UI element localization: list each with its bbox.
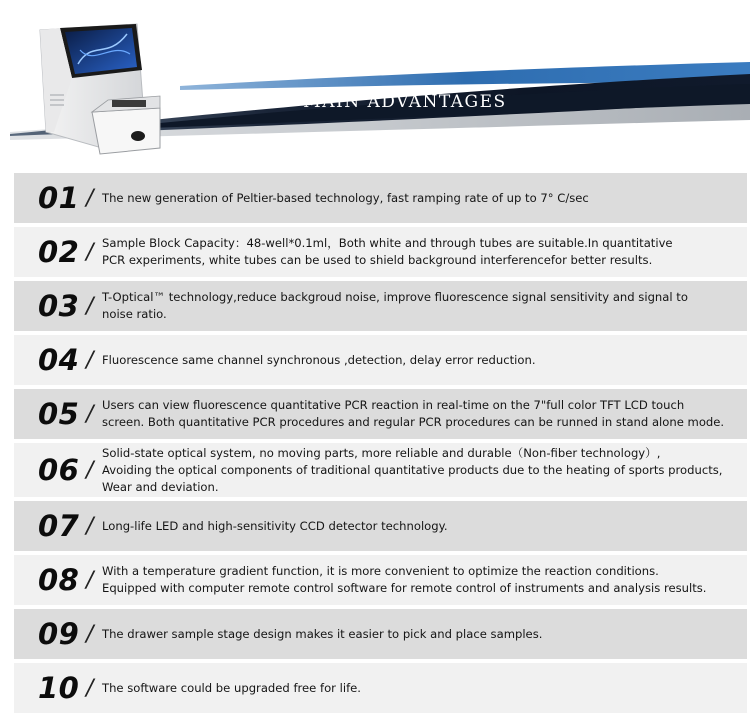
item-text: Sample Block Capacity：48-well*0.1ml，Both white and through tubes are suitable.In quantitative PCR experiments, white tubes can be used to shield background interferencefor better results.	[102, 236, 673, 267]
slash-divider: /	[86, 621, 94, 647]
slash-divider: /	[86, 185, 94, 211]
item-text: The drawer sample stage design makes it easier to pick and place samples.	[102, 626, 543, 641]
slash-divider: /	[86, 239, 94, 265]
item-text: With a temperature gradient function, it is more convenient to optimize the reaction conditions. Equipped with computer remote control software for remote control of instruments and analysis results.	[102, 564, 707, 595]
item-text: The new generation of Peltier-based technology, fast ramping rate of up to 7° C/sec	[102, 190, 589, 205]
list-item	[14, 335, 747, 385]
item-number: 01	[38, 181, 80, 215]
item-text: Long-life LED and high-sensitivity CCD detector technology.	[102, 518, 448, 533]
slash-divider: /	[86, 567, 94, 593]
item-number: 09	[38, 617, 80, 651]
item-number: 10	[38, 671, 80, 705]
banner-title: MAIN ADVANTAGES	[303, 92, 507, 112]
list-item	[14, 501, 747, 551]
list-item	[14, 663, 747, 713]
item-number: 03	[38, 289, 80, 323]
item-text: Solid-state optical system, no moving parts, more reliable and durable（Non-fiber technology）, Avoiding the optical components of traditional quantitative products due to the heating of sports products, Wear and deviation.	[102, 445, 723, 494]
list-item	[14, 609, 747, 659]
slash-divider: /	[86, 293, 94, 319]
slash-divider: /	[86, 347, 94, 373]
pcr-device-image	[32, 20, 172, 170]
item-number: 02	[38, 235, 80, 269]
item-number: 08	[38, 563, 80, 597]
item-number: 07	[38, 509, 80, 543]
item-text: T-Optical™ technology,reduce backgroud noise, improve fluorescence signal sensitivity and signal to noise ratio.	[102, 290, 688, 321]
advantages-list	[14, 173, 747, 717]
item-number: 04	[38, 343, 80, 377]
slash-divider: /	[86, 675, 94, 701]
item-number: 05	[38, 397, 80, 431]
list-item	[14, 555, 747, 605]
item-text: The software could be upgraded free for life.	[102, 680, 361, 695]
list-item	[14, 443, 747, 497]
item-text: Fluorescence same channel synchronous ,detection, delay error reduction.	[102, 352, 536, 367]
list-item	[14, 281, 747, 331]
slash-divider: /	[86, 401, 94, 427]
list-item	[14, 227, 747, 277]
list-item	[14, 389, 747, 439]
list-item	[14, 173, 747, 223]
slash-divider: /	[86, 513, 94, 539]
slash-divider: /	[86, 457, 94, 483]
item-number: 06	[38, 453, 80, 487]
item-text: Users can view fluorescence quantitative PCR reaction in real-time on the 7"full color TFT LCD touch screen. Both quantitative PCR procedures and regular PCR procedures can be runned in stand alone mode.	[102, 398, 725, 429]
